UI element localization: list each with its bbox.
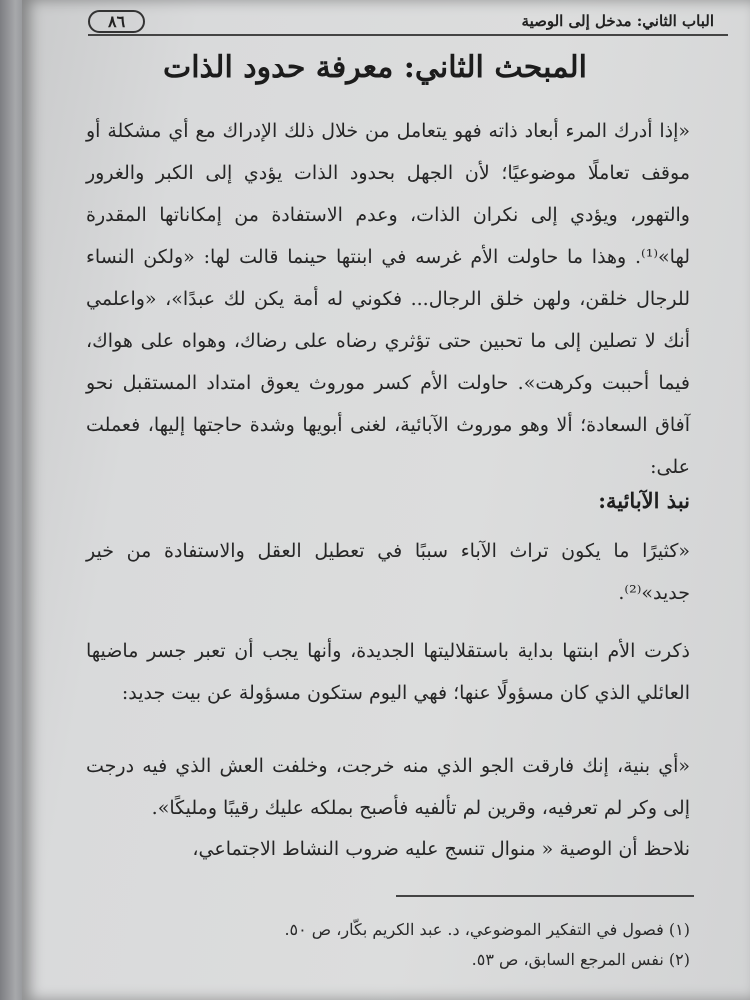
footnote-rule — [396, 895, 694, 897]
paragraph-1: «إذا أدرك المرء أبعاد ذاته فهو يتعامل من خلال ذلك الإدراك مع أي مشكلة أو موقف تعاملًا موضوعيًا؛ لأن الجهل بحدود الذات يؤدي إلى الكبر والغرور والتهور، ويؤدي إلى نكران الذات، وعدم الاستفادة من إمكاناتها المقدرة لها»⁽¹⁾. وهذا ما حاولت الأم غرسه في ابنتها حينما قالت لها: «ولكن النساء للرجال خلقن، ولهن خلق الرجال... فكوني له أمة يكن لك عبدًا»، «واعلمي أنك لا تصلين إلى ما تحبين حتى تؤثري رضاه على رضاك، وهواه على هواك، فيما أحببت وكرهت». حاولت الأم كسر موروث يعوق امتداد المستقبل نحو آفاق السعادة؛ ألا وهو موروث الآبائية، لغنى أبويها وشدة حاجتها إليها، فعملت على: — [86, 120, 690, 478]
paragraph-2: «كثيرًا ما يكون تراث الآباء سببًا في تعطيل العقل والاستفادة من خير جديد»⁽²⁾. — [86, 540, 690, 604]
section-title: المبحث الثاني: معرفة حدود الذات — [162, 50, 588, 85]
footnote-2: (٢) نفس المرجع السابق، ص ٥٣. — [471, 950, 690, 969]
paragraph-4: «أي بنية، إنك فارقت الجو الذي منه خرجت، وخلفت العش الذي فيه درجت إلى وكر لم تعرفيه، وقرين لم تألفيه فأصبح بملكه عليك رقيبًا ومليكًا». — [86, 755, 690, 819]
paragraph-3: ذكرت الأم ابنتها بداية باستقلاليتها الجديدة، وأنها يجب أن تعبر جسر ماضيها العائلي الذي كان مسؤولًا عنها؛ فهي اليوم ستكون مسؤولة عن بيت جديد: — [86, 640, 690, 704]
footnotes — [120, 915, 690, 975]
page-number: ٨٦ — [88, 10, 145, 33]
sub-heading: نبذ الآبائية: — [598, 488, 690, 513]
footnote-1: (١) فصول في التفكير الموضوعي، د. عبد الكريم بكّار، ص ٥٠. — [284, 920, 690, 939]
page-header — [88, 8, 728, 36]
paragraph-5: نلاحظ أن الوصية « منوال تنسج عليه ضروب النشاط الاجتماعي، — [192, 838, 690, 860]
running-title: الباب الثاني: مدخل إلى الوصية — [521, 12, 714, 30]
